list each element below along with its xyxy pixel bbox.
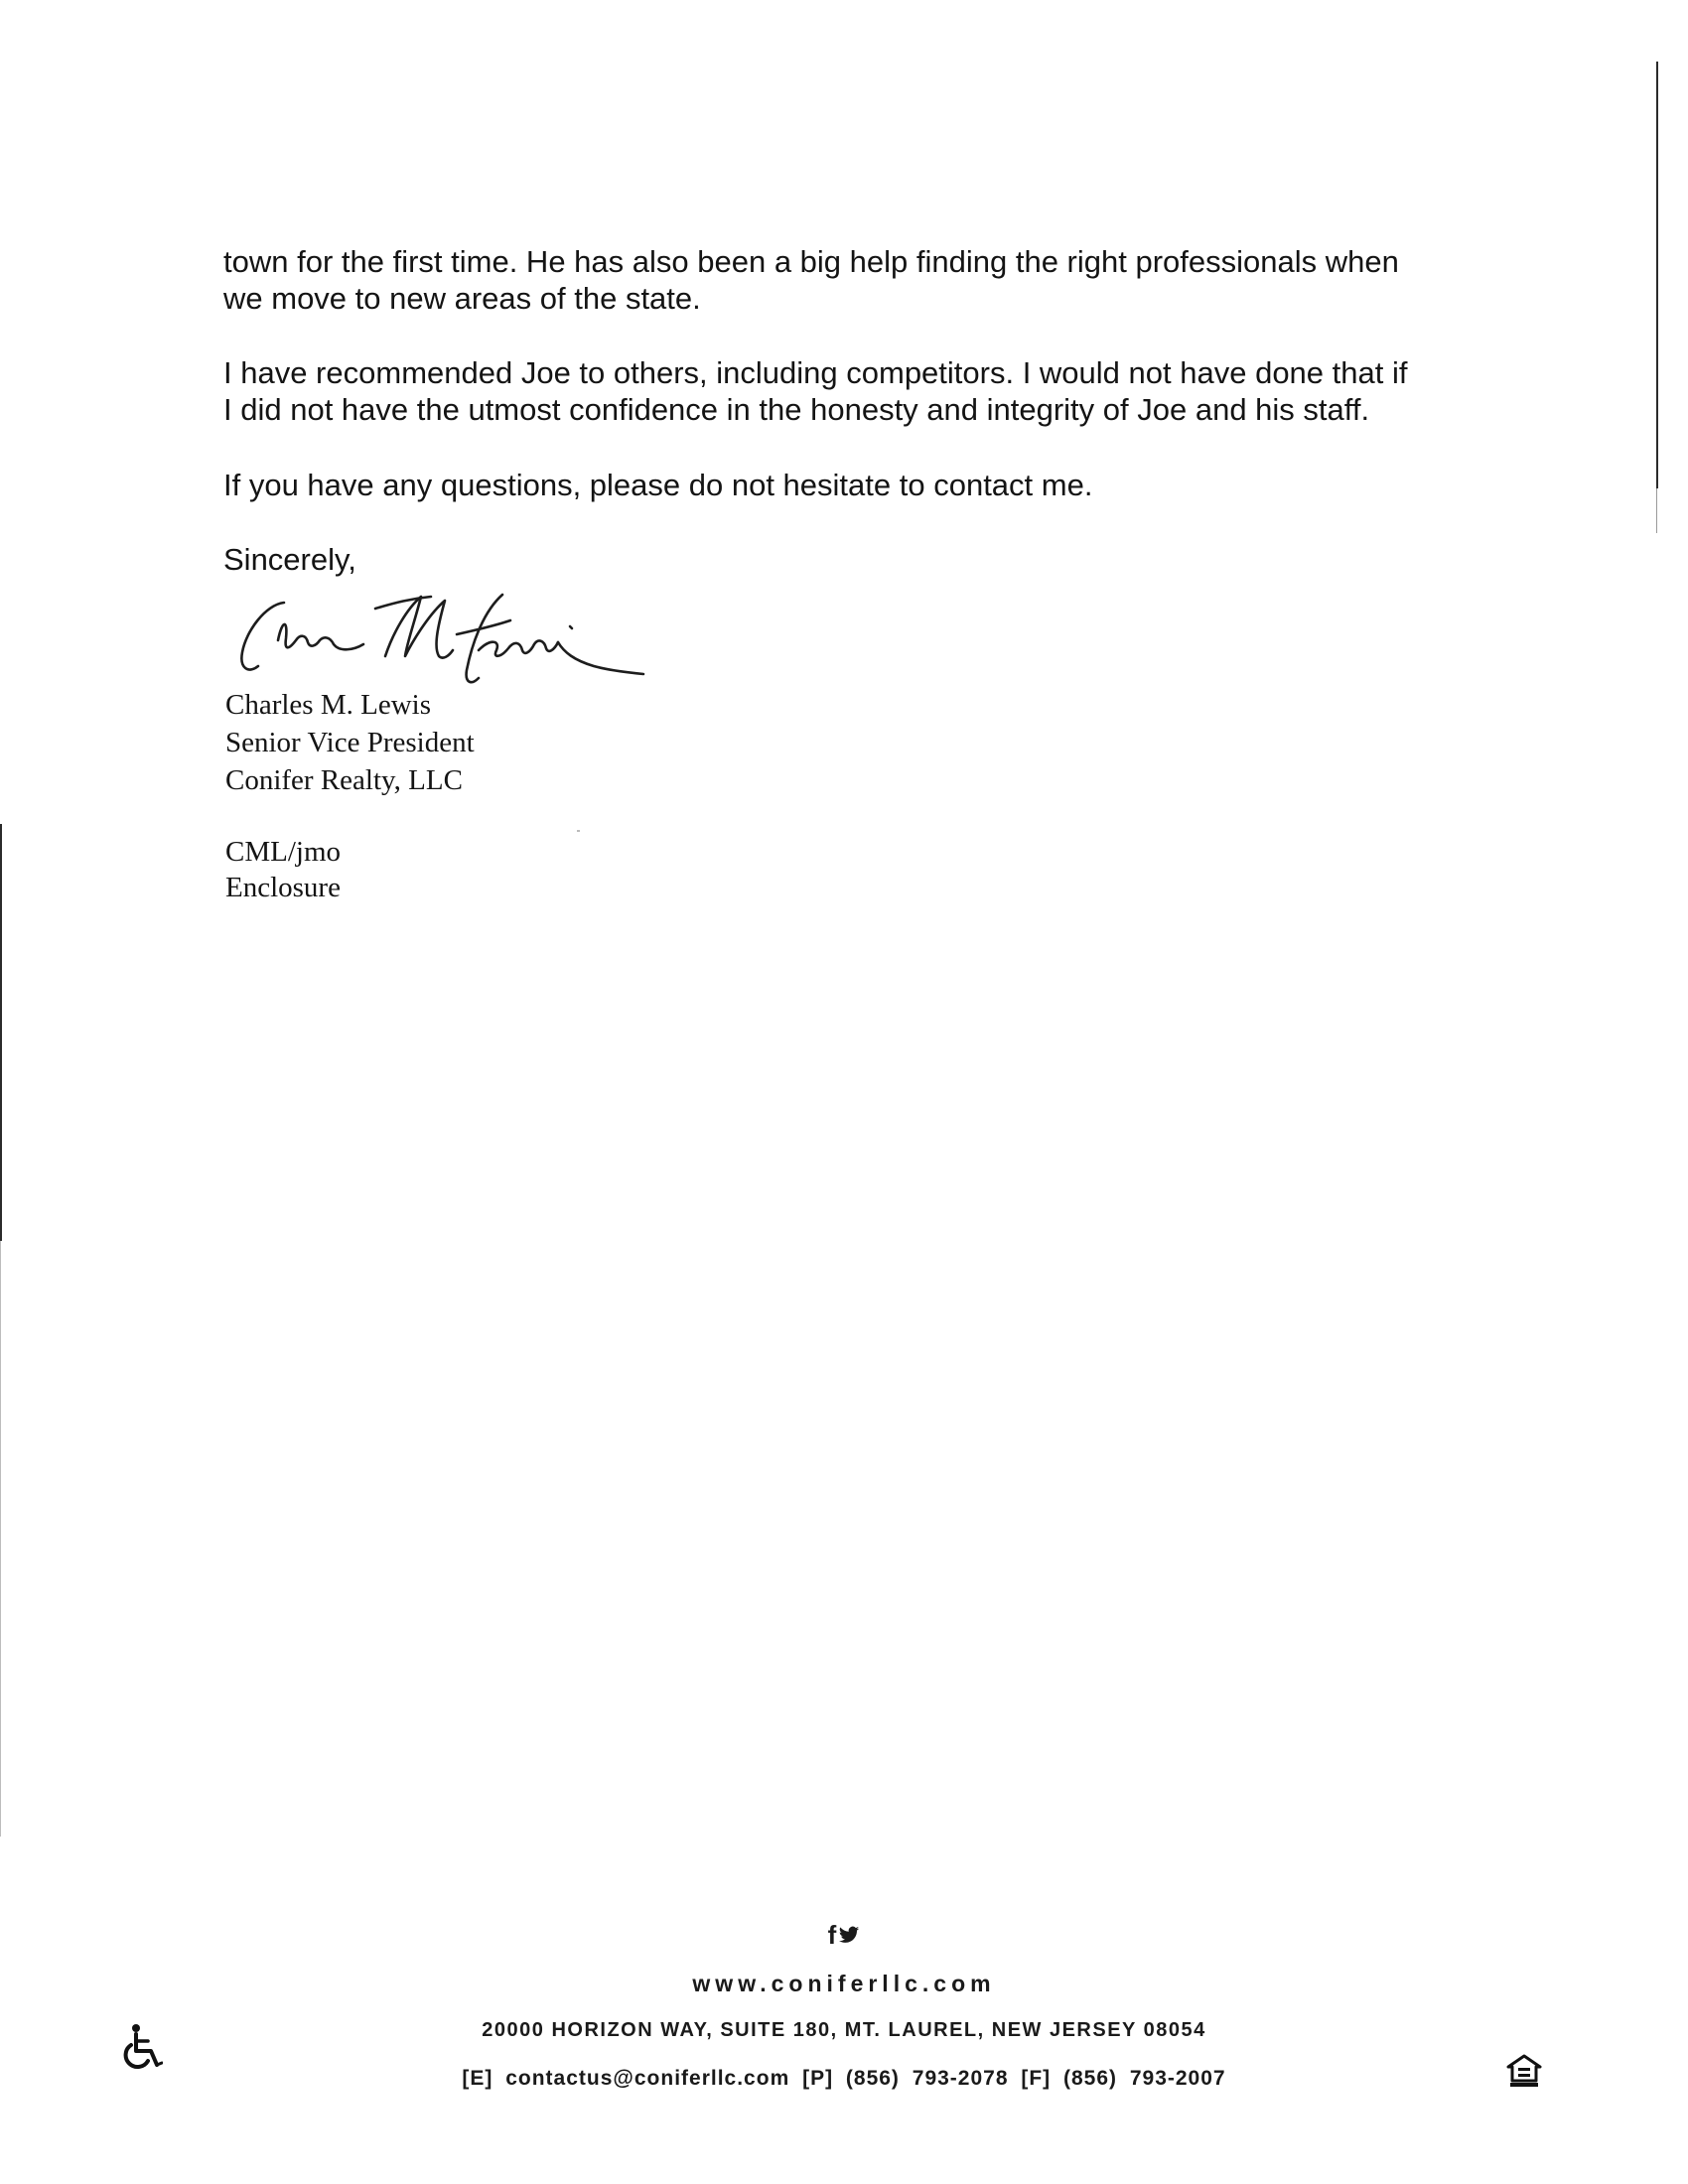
paragraph-line: If you have any questions, please do not hesitate to contact me. xyxy=(223,468,1093,502)
signature-block xyxy=(225,686,475,799)
signer-name: Charles M. Lewis xyxy=(225,689,431,721)
scan-speck xyxy=(577,830,580,832)
closing-salutation: Sincerely, xyxy=(223,542,356,577)
body-paragraph-2 xyxy=(223,354,1475,428)
twitter-icon[interactable] xyxy=(838,1924,860,1946)
social-links xyxy=(0,1920,1688,1951)
paragraph-line: I have recommended Joe to others, including competitors. I would not have done that if xyxy=(223,355,1408,390)
scan-edge-line xyxy=(1656,488,1657,533)
facebook-icon[interactable]: f xyxy=(827,1920,837,1950)
reference-block xyxy=(225,834,341,905)
footer-contact: [E] contactus@coniferllc.com [P] (856) 793-2078 [F] (856) 793-2007 xyxy=(462,2067,1226,2090)
footer-address: 20000 HORIZON WAY, SUITE 180, MT. LAUREL, NEW JERSEY 08054 xyxy=(482,2019,1206,2041)
body-paragraph-1 xyxy=(223,243,1475,317)
reference-initials: CML/jmo xyxy=(225,836,342,868)
scan-edge-line xyxy=(0,1241,1,1837)
signer-title: Senior Vice President xyxy=(225,727,475,758)
footer-website[interactable]: www.coniferllc.com xyxy=(692,1971,996,1996)
wheelchair-accessibility-icon xyxy=(121,2023,163,2071)
enclosure-note: Enclosure xyxy=(225,872,341,903)
paragraph-line: we move to new areas of the state. xyxy=(223,281,701,316)
scan-edge-line xyxy=(1656,62,1658,488)
paragraph-line: I did not have the utmost confidence in the honesty and integrity of Joe and his staff. xyxy=(223,392,1370,427)
signer-company: Conifer Realty, LLC xyxy=(225,764,463,796)
body-paragraph-3 xyxy=(223,467,1475,503)
handwritten-signature xyxy=(236,591,653,695)
equal-housing-opportunity-icon xyxy=(1506,2053,1542,2089)
scan-edge-line xyxy=(0,824,2,1241)
paragraph-line: town for the first time. He has also been a big help finding the right professionals when xyxy=(223,244,1399,279)
